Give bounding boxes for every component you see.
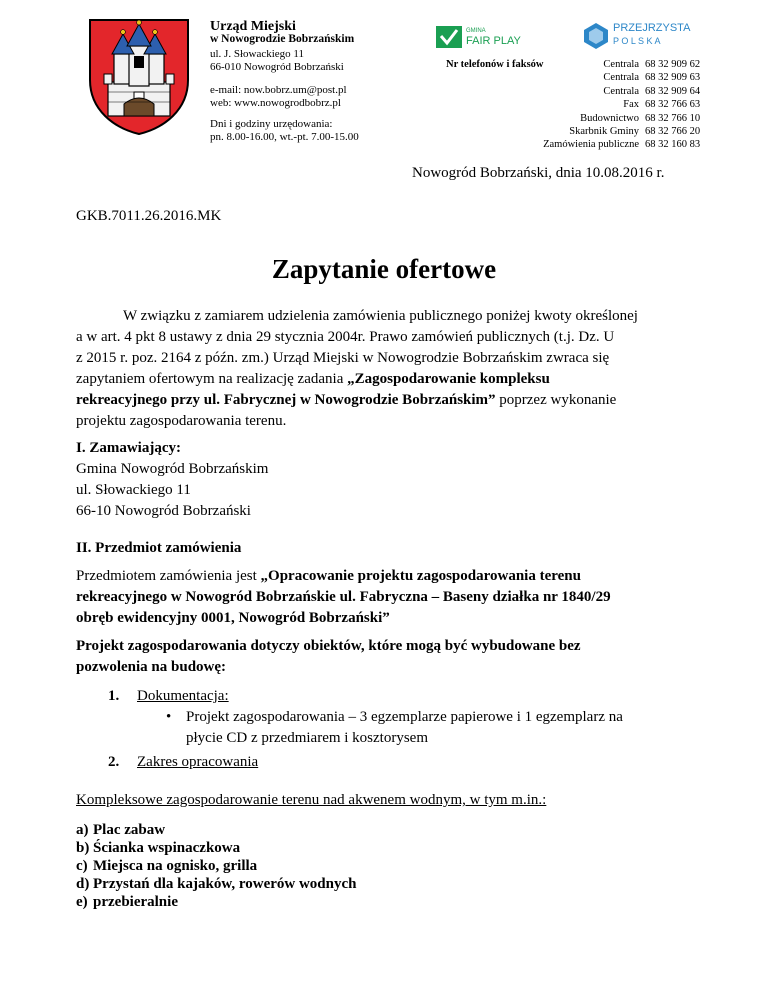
scope-intro: Kompleksowe zagospodarowanie terenu nad akwenem wodnym, w tym m.in.: — [76, 792, 547, 808]
list-item: a) Plac zabaw — [76, 822, 166, 838]
org-sub: w Nowogrodzie Bobrzańskim — [210, 33, 355, 45]
list-item-scope: 2. Zakres opracowania — [108, 754, 259, 770]
fairplay-small: GMINA — [466, 28, 486, 34]
section-contracting-authority — [76, 438, 268, 522]
section-heading: II. Przedmiot zamówienia — [76, 540, 242, 556]
intro-line: projektu zagospodarowania terenu. — [76, 413, 287, 429]
phone-row: Centrala 68 32 909 62 — [603, 59, 701, 70]
email-link[interactable]: e-mail: now.bobrz.um@post.pl — [210, 84, 347, 96]
intro-line: z 2015 r. poz. 2164 z późn. zm.) Urząd Miejski w Nowogrodzie Bobrzańskim zwraca się — [76, 350, 610, 366]
document-title: Zapytanie ofertowe — [271, 254, 497, 284]
authority-line: ul. Słowackiego 11 — [76, 482, 191, 498]
list-item: e) przebieralnie — [76, 894, 178, 910]
intro-line: zapytaniem ofertowym na realizację zadania „Zagospodarowanie kompleksu — [76, 371, 550, 387]
address-line-1: ul. J. Słowackiego 11 — [210, 48, 304, 60]
phone-row: Fax 68 32 766 63 — [623, 99, 701, 111]
web-link[interactable]: web: www.nowogrodbobrz.pl — [210, 97, 341, 109]
intro-line: a w art. 4 pkt 8 ustawy z dnia 29 stycznia 2004r. Prawo zamówień publicznych (t.j. Dz. U — [76, 329, 615, 345]
phones-title: Nr telefonów i faksów — [446, 59, 544, 70]
list-item: b) Ścianka wspinaczkowa — [76, 840, 241, 856]
list-item: d) Przystań dla kajaków, rowerów wodnych — [76, 876, 357, 892]
coat-of-arms-logo — [88, 18, 190, 136]
intro-line: rekreacyjnego przy ul. Fabrycznej w Nowogrodzie Bobrzańskim” poprzez wykonanie — [76, 392, 617, 408]
intro-paragraph — [76, 306, 696, 432]
org-info — [210, 20, 390, 144]
project-paragraph: Projekt zagospodarowania dotyczy obiektów, które mogą być wybudowane bez pozwolenia na budowę: — [76, 638, 581, 675]
phone-row: Skarbnik Gminy 68 32 766 20 — [569, 126, 701, 138]
org-name: Urząd Miejski — [210, 19, 296, 34]
phone-row: Centrala 68 32 909 63 — [603, 72, 701, 84]
intro-line: W związku z zamiarem udzielenia zamówienia publicznego poniżej kwoty określonej — [123, 308, 638, 324]
hours: pn. 8.00-16.00, wt.-pt. 7.00-15.00 — [210, 131, 359, 143]
phone-row: Zamówienia publiczne 68 32 160 83 — [543, 139, 701, 151]
fairplay-logo — [436, 22, 536, 54]
transparent-line2: P O L S K A — [613, 36, 661, 46]
transparent-poland-logo — [583, 20, 693, 54]
bullet-icon: • — [166, 709, 172, 725]
transparent-line1: PRZEJRZYSTA — [613, 22, 691, 34]
hexagon-icon — [583, 22, 609, 50]
list-item-documentation: 1. Dokumentacja: • Projekt zagospodarowania – 3 egzemplarze papierowe i 1 egzemplarz na płycie CD z przedmiarem i kosztorysem — [108, 688, 623, 746]
authority-line: 66-10 Nowogród Bobrzański — [76, 503, 251, 519]
address-line-2: 66-010 Nowogród Bobrzański — [210, 61, 344, 73]
fairplay-label: FAIR PLAY — [466, 35, 521, 47]
place-date: Nowogród Bobrzański, dnia 10.08.2016 r. — [412, 165, 665, 181]
list-item: c) Miejsca na ognisko, grilla — [76, 858, 258, 874]
subject-paragraph: Przedmiotem zamówienia jest „Opracowanie projektu zagospodarowania terenu rekreacyjnego w Nowogród Bobrzańskie ul. Fabryczna – Baseny działka nr 1840/29 obręb ewidencyjny 0001, Nowogród Bobrzański” — [76, 568, 611, 626]
authority-line: Gmina Nowogród Bobrzańskim — [76, 461, 269, 477]
section-heading: I. Zamawiający: — [76, 440, 181, 456]
phone-row: Budownictwo 68 32 766 10 — [580, 112, 701, 124]
reference-number: GKB.7011.26.2016.MK — [76, 208, 222, 224]
scope-list — [76, 821, 356, 911]
phone-row: Centrala 68 32 909 64 — [603, 85, 701, 97]
checkmark-icon — [436, 26, 462, 48]
phones-list — [519, 58, 715, 152]
hours-label: Dni i godziny urzędowania: — [210, 118, 333, 130]
